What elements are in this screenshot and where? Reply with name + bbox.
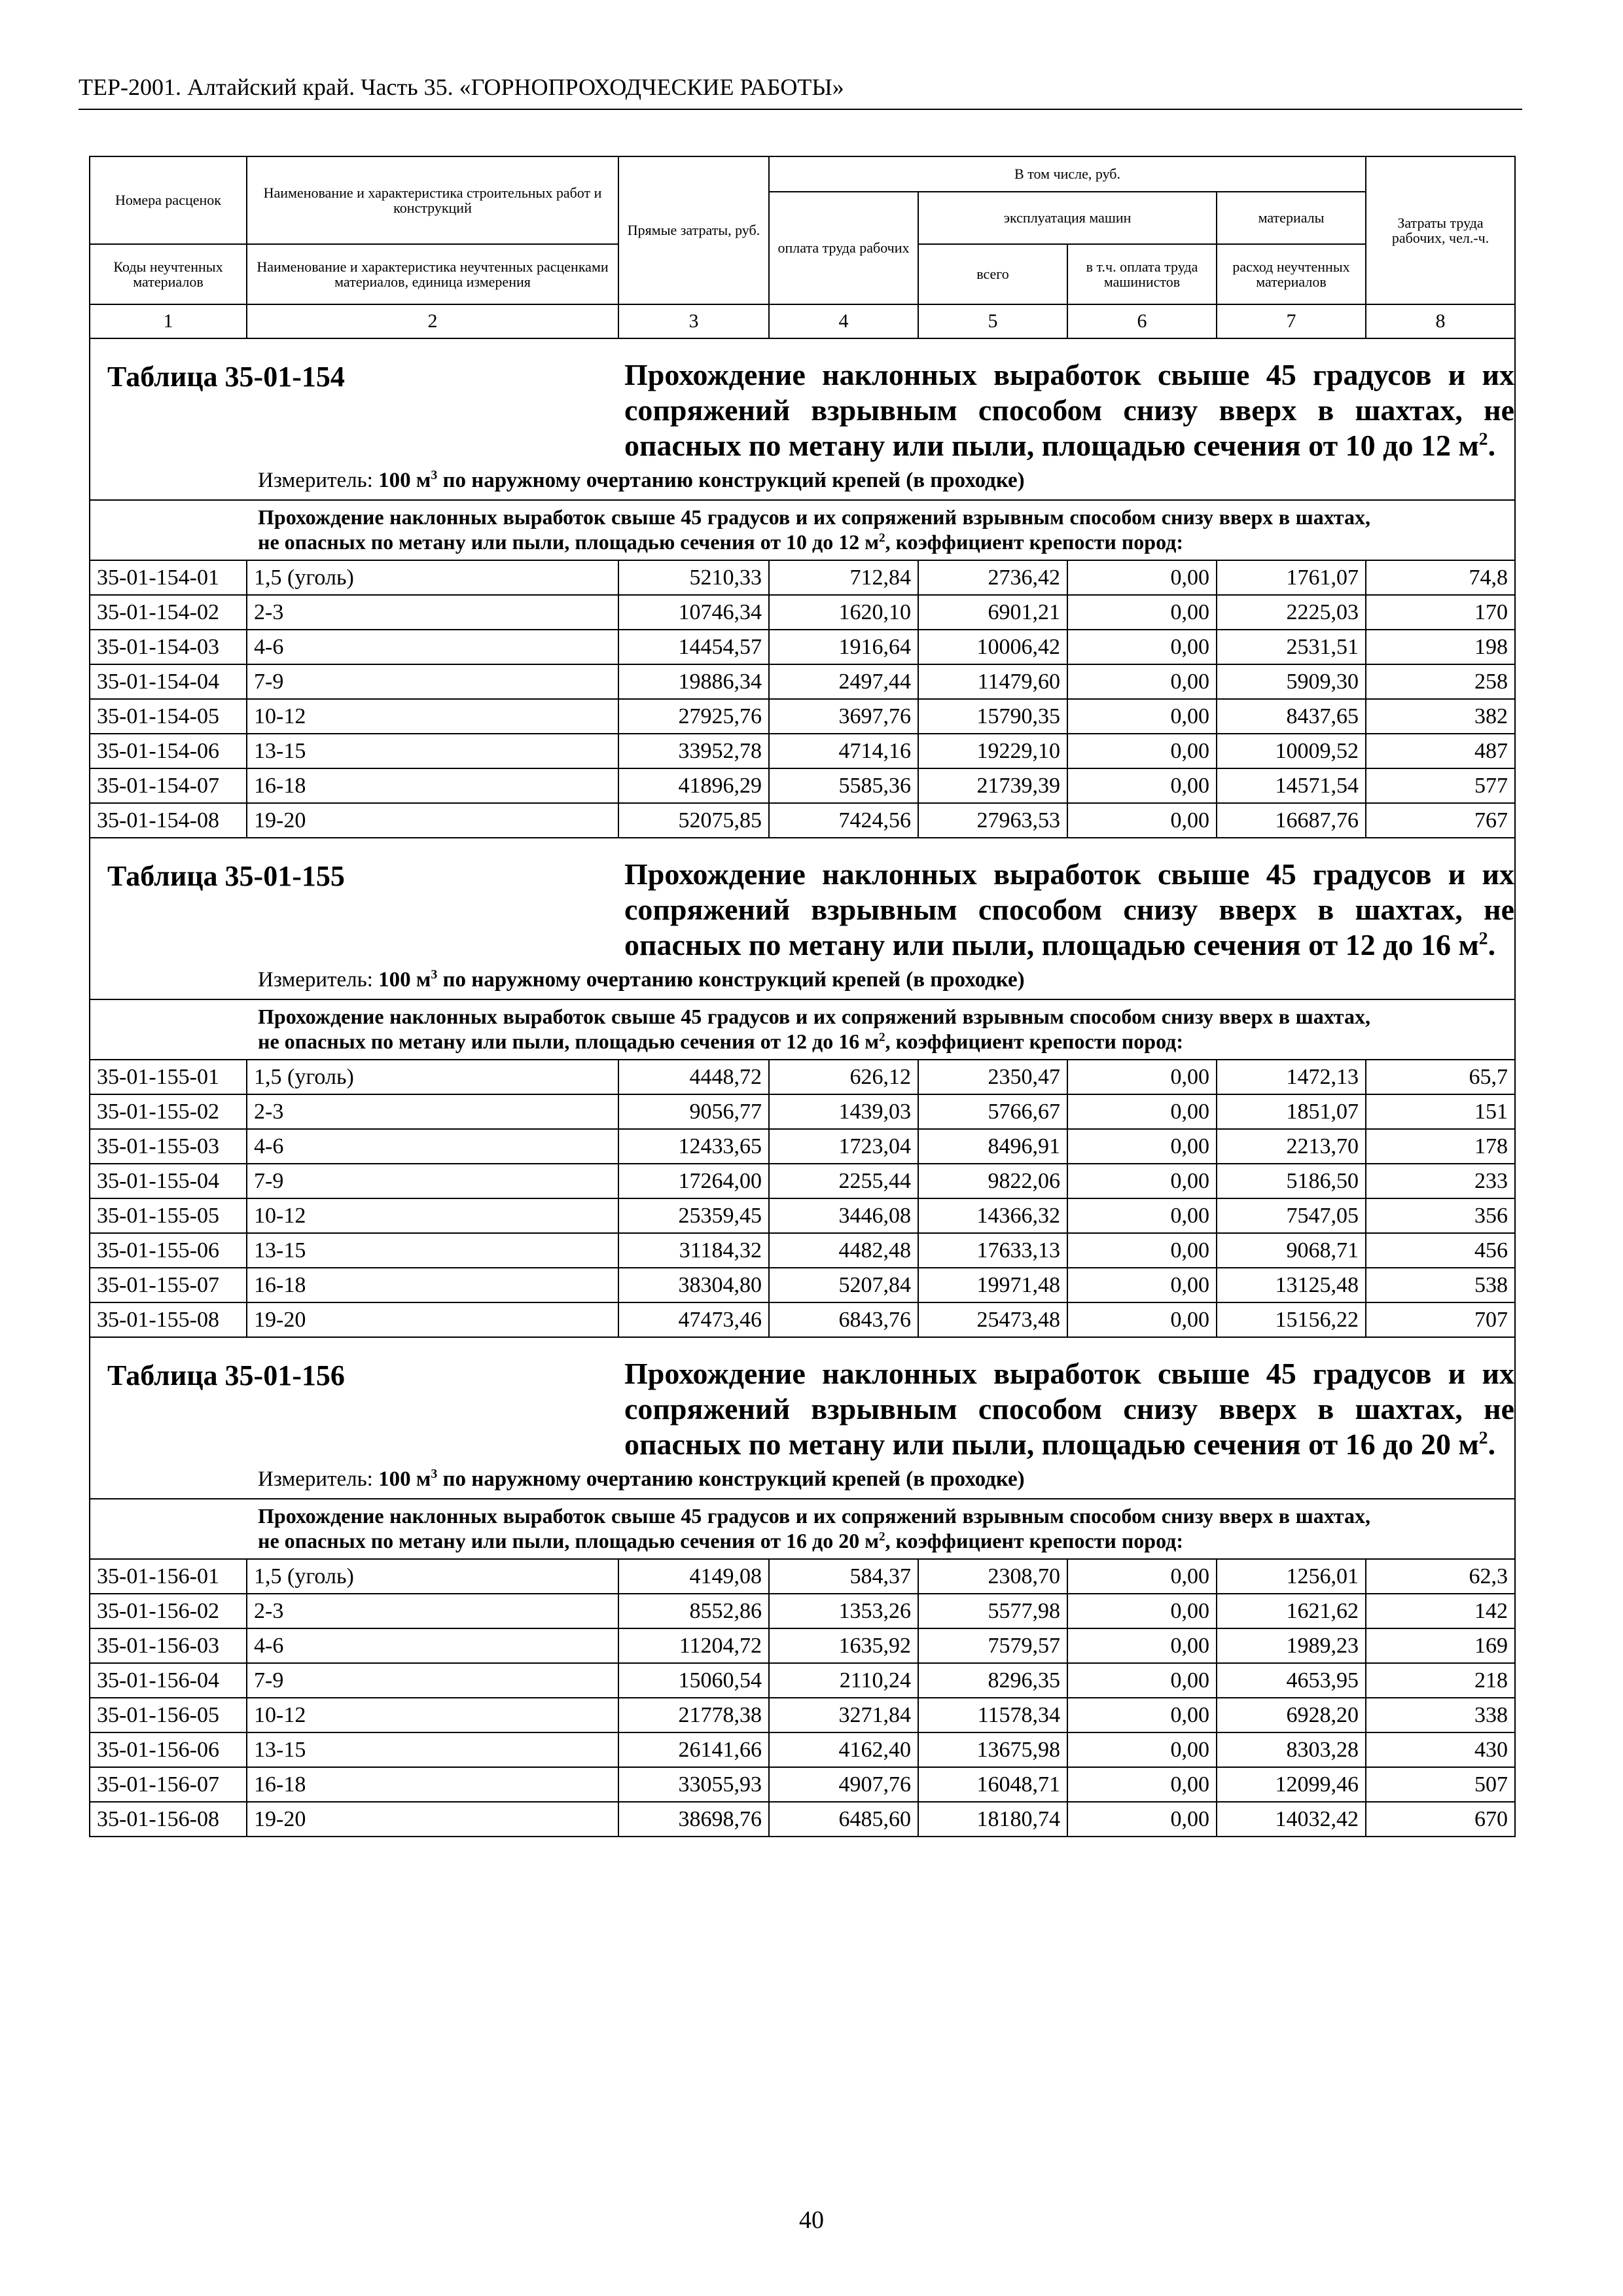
table-row: [90, 1060, 1515, 1094]
rock-hardness: 10-12: [247, 1198, 618, 1233]
machines-total: 5766,67: [918, 1094, 1067, 1129]
measure-sup: 3: [431, 1467, 438, 1481]
rate-code: 35-01-154-02: [90, 595, 247, 630]
table-title: [624, 1338, 1514, 1462]
column-number: 1: [90, 304, 247, 338]
header-labor-cost: Затраты труда рабочих, чел.-ч.: [1366, 156, 1515, 304]
labor-hours: 151: [1366, 1094, 1515, 1129]
group-header-text: [258, 1503, 1370, 1553]
column-number: 8: [1366, 304, 1515, 338]
table-title: [624, 339, 1514, 463]
rate-code: 35-01-154-06: [90, 734, 247, 768]
labor-pay: 1723,04: [769, 1129, 918, 1164]
table-measure: [258, 1462, 1514, 1498]
group-sup: 2: [879, 1530, 885, 1544]
rock-hardness: 19-20: [247, 803, 618, 838]
materials-cost: 13125,48: [1217, 1268, 1366, 1302]
measure-unit: 100 м: [378, 968, 431, 992]
table-row: [90, 1233, 1515, 1268]
labor-hours: 382: [1366, 699, 1515, 734]
rock-hardness: 16-18: [247, 768, 618, 803]
table-title-cell: [90, 338, 1515, 500]
machinist-pay: 0,00: [1067, 699, 1217, 734]
rate-code: 35-01-155-01: [90, 1060, 247, 1094]
measure-sup: 3: [431, 967, 438, 982]
machines-total: 16048,71: [918, 1767, 1067, 1802]
labor-pay: 4482,48: [769, 1233, 918, 1268]
group-main: Прохождение наклонных выработок свыше 45 градусов и их сопряжений взрывным способом снизу вверх в шахтах, не опасных по метану или пыли, площадью сечения от 10 до 12 м: [258, 505, 1370, 554]
labor-pay: 4714,16: [769, 734, 918, 768]
materials-cost: 14571,54: [1217, 768, 1366, 803]
machines-total: 10006,42: [918, 630, 1067, 664]
group-header-text: [258, 1004, 1370, 1054]
labor-pay: 2497,44: [769, 664, 918, 699]
rock-hardness: 13-15: [247, 734, 618, 768]
measure-unit: 100 м: [378, 469, 431, 492]
direct-cost: 38698,76: [618, 1802, 769, 1837]
labor-hours: 233: [1366, 1164, 1515, 1198]
machinist-pay: 0,00: [1067, 1663, 1217, 1698]
rate-code: 35-01-154-08: [90, 803, 247, 838]
labor-pay: 584,37: [769, 1559, 918, 1594]
rock-hardness: 10-12: [247, 699, 618, 734]
machinist-pay: 0,00: [1067, 1732, 1217, 1767]
machinist-pay: 0,00: [1067, 1559, 1217, 1594]
table-title-cell: [90, 838, 1515, 999]
machines-total: 18180,74: [918, 1802, 1067, 1837]
column-number: 2: [247, 304, 618, 338]
labor-pay: 2110,24: [769, 1663, 918, 1698]
labor-pay: 1439,03: [769, 1094, 918, 1129]
labor-hours: 258: [1366, 664, 1515, 699]
materials-cost: 7547,05: [1217, 1198, 1366, 1233]
machinist-pay: 0,00: [1067, 1268, 1217, 1302]
column-number: 6: [1067, 304, 1217, 338]
machines-total: 19229,10: [918, 734, 1067, 768]
price-table: [89, 156, 1516, 1837]
group-main: Прохождение наклонных выработок свыше 45 градусов и их сопряжений взрывным способом снизу вверх в шахтах, не опасных по метану или пыли, площадью сечения от 12 до 16 м: [258, 1005, 1370, 1053]
rate-code: 35-01-155-05: [90, 1198, 247, 1233]
rate-code: 35-01-155-03: [90, 1129, 247, 1164]
rate-code: 35-01-156-04: [90, 1663, 247, 1698]
direct-cost: 19886,34: [618, 664, 769, 699]
direct-cost: 5210,33: [618, 560, 769, 595]
table-title-row: [90, 1337, 1515, 1499]
labor-pay: 6843,76: [769, 1302, 918, 1337]
labor-pay: 626,12: [769, 1060, 918, 1094]
table-row: [90, 1628, 1515, 1663]
machines-total: 15790,35: [918, 699, 1067, 734]
page-header: ТЕР-2001. Алтайский край. Часть 35. «ГОРНОПРОХОДЧЕСКИЕ РАБОТЫ»: [79, 73, 1522, 110]
machines-total: 8496,91: [918, 1129, 1067, 1164]
materials-cost: 8437,65: [1217, 699, 1366, 734]
machines-total: 8296,35: [918, 1663, 1067, 1698]
labor-pay: 4907,76: [769, 1767, 918, 1802]
column-number: 5: [918, 304, 1067, 338]
machinist-pay: 0,00: [1067, 1198, 1217, 1233]
column-number: 3: [618, 304, 769, 338]
direct-cost: 47473,46: [618, 1302, 769, 1337]
direct-cost: 12433,65: [618, 1129, 769, 1164]
direct-cost: 14454,57: [618, 630, 769, 664]
machinist-pay: 0,00: [1067, 734, 1217, 768]
direct-cost: 21778,38: [618, 1698, 769, 1732]
header-machines-total: всего: [918, 244, 1067, 304]
group-header: [90, 999, 1515, 1060]
machinist-pay: 0,00: [1067, 1164, 1217, 1198]
rock-hardness: 13-15: [247, 1732, 618, 1767]
rate-code: 35-01-156-05: [90, 1698, 247, 1732]
labor-pay: 3271,84: [769, 1698, 918, 1732]
machinist-pay: 0,00: [1067, 768, 1217, 803]
labor-pay: 1620,10: [769, 595, 918, 630]
rock-hardness: 16-18: [247, 1268, 618, 1302]
labor-hours: 507: [1366, 1767, 1515, 1802]
measure-prefix: Измеритель:: [258, 968, 379, 992]
machines-total: 7579,57: [918, 1628, 1067, 1663]
table-title-block: [90, 1338, 1514, 1498]
machinist-pay: 0,00: [1067, 1129, 1217, 1164]
rate-code: 35-01-154-03: [90, 630, 247, 664]
materials-cost: 5186,50: [1217, 1164, 1366, 1198]
table-title-end: .: [1488, 429, 1496, 462]
measure-sup: 3: [431, 468, 438, 482]
header-machines: эксплуатация машин: [918, 192, 1217, 244]
machines-total: 19971,48: [918, 1268, 1067, 1302]
table-row: [90, 1164, 1515, 1198]
labor-hours: 538: [1366, 1268, 1515, 1302]
table-row: [90, 1198, 1515, 1233]
labor-pay: 2255,44: [769, 1164, 918, 1198]
direct-cost: 52075,85: [618, 803, 769, 838]
labor-hours: 577: [1366, 768, 1515, 803]
labor-hours: 356: [1366, 1198, 1515, 1233]
table-row: [90, 1094, 1515, 1129]
machines-total: 14366,32: [918, 1198, 1067, 1233]
materials-cost: 2225,03: [1217, 595, 1366, 630]
rate-code: 35-01-155-08: [90, 1302, 247, 1337]
labor-hours: 670: [1366, 1802, 1515, 1837]
rock-hardness: 7-9: [247, 664, 618, 699]
machinist-pay: 0,00: [1067, 630, 1217, 664]
labor-hours: 430: [1366, 1732, 1515, 1767]
table-row: [90, 699, 1515, 734]
direct-cost: 11204,72: [618, 1628, 769, 1663]
table-title-end: .: [1488, 928, 1496, 961]
materials-cost: 2213,70: [1217, 1129, 1366, 1164]
direct-cost: 15060,54: [618, 1663, 769, 1698]
header-codes-top: Номера расценок: [90, 156, 247, 244]
machines-total: 6901,21: [918, 595, 1067, 630]
direct-cost: 41896,29: [618, 768, 769, 803]
machines-total: 17633,13: [918, 1233, 1067, 1268]
materials-cost: 1256,01: [1217, 1559, 1366, 1594]
table-title-text: Прохождение наклонных выработок свыше 45 градусов и их сопряжений взрывным способом снизу вверх в шахтах, не опасных по метану или пыли, площадью сечения от 16 до 20 м: [624, 1357, 1514, 1461]
table-title-text: Прохождение наклонных выработок свыше 45 градусов и их сопряжений взрывным способом снизу вверх в шахтах, не опасных по метану или пыли, площадью сечения от 10 до 12 м: [624, 358, 1514, 462]
rate-code: 35-01-156-02: [90, 1594, 247, 1628]
group-header-row: [90, 500, 1515, 560]
materials-cost: 6928,20: [1217, 1698, 1366, 1732]
materials-cost: 8303,28: [1217, 1732, 1366, 1767]
direct-cost: 31184,32: [618, 1233, 769, 1268]
group-rest: , коэффициент крепости пород:: [885, 1529, 1183, 1552]
machines-total: 9822,06: [918, 1164, 1067, 1198]
rock-hardness: 2-3: [247, 1594, 618, 1628]
rate-code: 35-01-156-01: [90, 1559, 247, 1594]
labor-hours: 142: [1366, 1594, 1515, 1628]
machines-total: 5577,98: [918, 1594, 1067, 1628]
group-header: [90, 500, 1515, 560]
labor-pay: 1916,64: [769, 630, 918, 664]
header-materials-unaccounted: расход неучтенных материалов: [1217, 244, 1366, 304]
machinist-pay: 0,00: [1067, 595, 1217, 630]
machinist-pay: 0,00: [1067, 1094, 1217, 1129]
direct-cost: 33055,93: [618, 1767, 769, 1802]
labor-hours: 456: [1366, 1233, 1515, 1268]
rate-code: 35-01-156-06: [90, 1732, 247, 1767]
machines-total: 21739,39: [918, 768, 1067, 803]
measure-rest: по наружному очертанию конструкций крепей (в проходке): [437, 968, 1025, 992]
machinist-pay: 0,00: [1067, 1628, 1217, 1663]
table-title-row: [90, 838, 1515, 999]
labor-pay: 5585,36: [769, 768, 918, 803]
machines-total: 27963,53: [918, 803, 1067, 838]
materials-cost: 1761,07: [1217, 560, 1366, 595]
rock-hardness: 4-6: [247, 1628, 618, 1663]
materials-cost: 12099,46: [1217, 1767, 1366, 1802]
table-title-sup: 2: [1478, 927, 1488, 948]
rock-hardness: 2-3: [247, 595, 618, 630]
table-row: [90, 560, 1515, 595]
rock-hardness: 1,5 (уголь): [247, 1559, 618, 1594]
group-header: [90, 1499, 1515, 1559]
group-main: Прохождение наклонных выработок свыше 45 градусов и их сопряжений взрывным способом снизу вверх в шахтах, не опасных по метану или пыли, площадью сечения от 16 до 20 м: [258, 1504, 1370, 1552]
page-number: 40: [799, 2206, 824, 2234]
direct-cost: 10746,34: [618, 595, 769, 630]
direct-cost: 4149,08: [618, 1559, 769, 1594]
rock-hardness: 4-6: [247, 1129, 618, 1164]
table-row: [90, 1802, 1515, 1837]
machinist-pay: 0,00: [1067, 1767, 1217, 1802]
table-row: [90, 630, 1515, 664]
labor-pay: 1635,92: [769, 1628, 918, 1663]
labor-pay: 6485,60: [769, 1802, 918, 1837]
machinist-pay: 0,00: [1067, 803, 1217, 838]
rate-code: 35-01-155-06: [90, 1233, 247, 1268]
machinist-pay: 0,00: [1067, 1802, 1217, 1837]
labor-hours: 338: [1366, 1698, 1515, 1732]
header-machines-labor: в т.ч. оплата труда машинистов: [1067, 244, 1217, 304]
rock-hardness: 7-9: [247, 1663, 618, 1698]
labor-pay: 3446,08: [769, 1198, 918, 1233]
direct-cost: 26141,66: [618, 1732, 769, 1767]
header-materials: материалы: [1217, 192, 1366, 244]
rate-code: 35-01-156-07: [90, 1767, 247, 1802]
header-codes-bottom: Коды неучтенных материалов: [90, 244, 247, 304]
machinist-pay: 0,00: [1067, 1302, 1217, 1337]
direct-cost: 17264,00: [618, 1164, 769, 1198]
labor-hours: 218: [1366, 1663, 1515, 1698]
materials-cost: 1851,07: [1217, 1094, 1366, 1129]
machinist-pay: 0,00: [1067, 1594, 1217, 1628]
table-measure: [258, 463, 1514, 499]
rock-hardness: 1,5 (уголь): [247, 1060, 618, 1094]
table-row: [90, 1732, 1515, 1767]
labor-hours: 62,3: [1366, 1559, 1515, 1594]
table-measure: [258, 963, 1514, 999]
table-row: [90, 1594, 1515, 1628]
rock-hardness: 19-20: [247, 1802, 618, 1837]
labor-hours: 767: [1366, 803, 1515, 838]
rate-code: 35-01-154-05: [90, 699, 247, 734]
table-row: [90, 734, 1515, 768]
labor-pay: 5207,84: [769, 1268, 918, 1302]
labor-hours: 65,7: [1366, 1060, 1515, 1094]
materials-cost: 9068,71: [1217, 1233, 1366, 1268]
table-title-sup: 2: [1478, 1427, 1488, 1448]
group-header-row: [90, 1499, 1515, 1559]
table-row: [90, 768, 1515, 803]
direct-cost: 9056,77: [618, 1094, 769, 1129]
rock-hardness: 10-12: [247, 1698, 618, 1732]
table-label: Таблица 35-01-156: [107, 1359, 345, 1391]
materials-cost: 4653,95: [1217, 1663, 1366, 1698]
measure-unit: 100 м: [378, 1467, 431, 1491]
labor-pay: 712,84: [769, 560, 918, 595]
measure-rest: по наружному очертанию конструкций крепей (в проходке): [437, 1467, 1025, 1491]
group-rest: , коэффициент крепости пород:: [885, 530, 1183, 554]
column-number-row: [90, 304, 1515, 338]
group-sup: 2: [879, 531, 885, 545]
column-number: 4: [769, 304, 918, 338]
group-rest: , коэффициент крепости пород:: [885, 1030, 1183, 1053]
rock-hardness: 7-9: [247, 1164, 618, 1198]
labor-pay: 7424,56: [769, 803, 918, 838]
materials-cost: 2531,51: [1217, 630, 1366, 664]
machinist-pay: 0,00: [1067, 1060, 1217, 1094]
table-row: [90, 1302, 1515, 1337]
materials-cost: 10009,52: [1217, 734, 1366, 768]
machines-total: 13675,98: [918, 1732, 1067, 1767]
measure-prefix: Измеритель:: [258, 469, 379, 492]
direct-cost: 4448,72: [618, 1060, 769, 1094]
measure-prefix: Измеритель:: [258, 1467, 379, 1491]
rock-hardness: 2-3: [247, 1094, 618, 1129]
header-name-bottom: Наименование и характеристика неучтенных расценками материалов, единица измерения: [247, 244, 618, 304]
group-header-text: [258, 505, 1370, 554]
rate-code: 35-01-154-01: [90, 560, 247, 595]
machines-total: 2350,47: [918, 1060, 1067, 1094]
table-row: [90, 1129, 1515, 1164]
labor-hours: 198: [1366, 630, 1515, 664]
table-label: Таблица 35-01-154: [107, 361, 345, 393]
group-sup: 2: [879, 1030, 885, 1045]
table-title-text: Прохождение наклонных выработок свыше 45 градусов и их сопряжений взрывным способом снизу вверх в шахтах, не опасных по метану или пыли, площадью сечения от 12 до 16 м: [624, 857, 1514, 961]
rate-code: 35-01-155-04: [90, 1164, 247, 1198]
table-row: [90, 1663, 1515, 1698]
labor-pay: 3697,76: [769, 699, 918, 734]
labor-pay: 4162,40: [769, 1732, 918, 1767]
machines-total: 2308,70: [918, 1559, 1067, 1594]
direct-cost: 8552,86: [618, 1594, 769, 1628]
table-title-end: .: [1488, 1427, 1496, 1461]
machinist-pay: 0,00: [1067, 664, 1217, 699]
table-row: [90, 595, 1515, 630]
table-row: [90, 1767, 1515, 1802]
measure-rest: по наружному очертанию конструкций крепей (в проходке): [437, 469, 1025, 492]
materials-cost: 14032,42: [1217, 1802, 1366, 1837]
machinist-pay: 0,00: [1067, 1698, 1217, 1732]
rate-code: 35-01-154-07: [90, 768, 247, 803]
machines-total: 25473,48: [918, 1302, 1067, 1337]
table-row: [90, 803, 1515, 838]
machines-total: 11479,60: [918, 664, 1067, 699]
materials-cost: 1989,23: [1217, 1628, 1366, 1663]
table-row: [90, 664, 1515, 699]
machinist-pay: 0,00: [1067, 560, 1217, 595]
rate-code: 35-01-156-08: [90, 1802, 247, 1837]
rock-hardness: 19-20: [247, 1302, 618, 1337]
labor-hours: 170: [1366, 595, 1515, 630]
rock-hardness: 1,5 (уголь): [247, 560, 618, 595]
rate-code: 35-01-154-04: [90, 664, 247, 699]
machines-total: 2736,42: [918, 560, 1067, 595]
table-row: [90, 1268, 1515, 1302]
labor-pay: 1353,26: [769, 1594, 918, 1628]
table-title-cell: [90, 1337, 1515, 1499]
rock-hardness: 16-18: [247, 1767, 618, 1802]
direct-cost: 27925,76: [618, 699, 769, 734]
header-direct-costs: Прямые затраты, руб.: [618, 156, 769, 304]
labor-hours: 74,8: [1366, 560, 1515, 595]
table-row: [90, 1559, 1515, 1594]
materials-cost: 1472,13: [1217, 1060, 1366, 1094]
header-name-top: Наименование и характеристика строительных работ и конструкций: [247, 156, 618, 244]
machines-total: 11578,34: [918, 1698, 1067, 1732]
materials-cost: 15156,22: [1217, 1302, 1366, 1337]
machinist-pay: 0,00: [1067, 1233, 1217, 1268]
header-including: В том числе, руб.: [769, 156, 1366, 192]
materials-cost: 1621,62: [1217, 1594, 1366, 1628]
rate-code: 35-01-156-03: [90, 1628, 247, 1663]
materials-cost: 5909,30: [1217, 664, 1366, 699]
rate-code: 35-01-155-02: [90, 1094, 247, 1129]
labor-hours: 178: [1366, 1129, 1515, 1164]
labor-hours: 707: [1366, 1302, 1515, 1337]
direct-cost: 25359,45: [618, 1198, 769, 1233]
group-header-row: [90, 999, 1515, 1060]
table-label: Таблица 35-01-155: [107, 860, 345, 892]
materials-cost: 16687,76: [1217, 803, 1366, 838]
column-number: 7: [1217, 304, 1366, 338]
rock-hardness: 4-6: [247, 630, 618, 664]
direct-cost: 33952,78: [618, 734, 769, 768]
table-title-block: [90, 838, 1514, 999]
table-title-sup: 2: [1478, 428, 1488, 449]
rate-code: 35-01-155-07: [90, 1268, 247, 1302]
table-title-block: [90, 339, 1514, 499]
labor-hours: 487: [1366, 734, 1515, 768]
table-title: [624, 838, 1514, 963]
direct-cost: 38304,80: [618, 1268, 769, 1302]
table-title-row: [90, 338, 1515, 500]
labor-hours: 169: [1366, 1628, 1515, 1663]
table-row: [90, 1698, 1515, 1732]
header-labor-pay: оплата труда рабочих: [769, 192, 918, 304]
rock-hardness: 13-15: [247, 1233, 618, 1268]
